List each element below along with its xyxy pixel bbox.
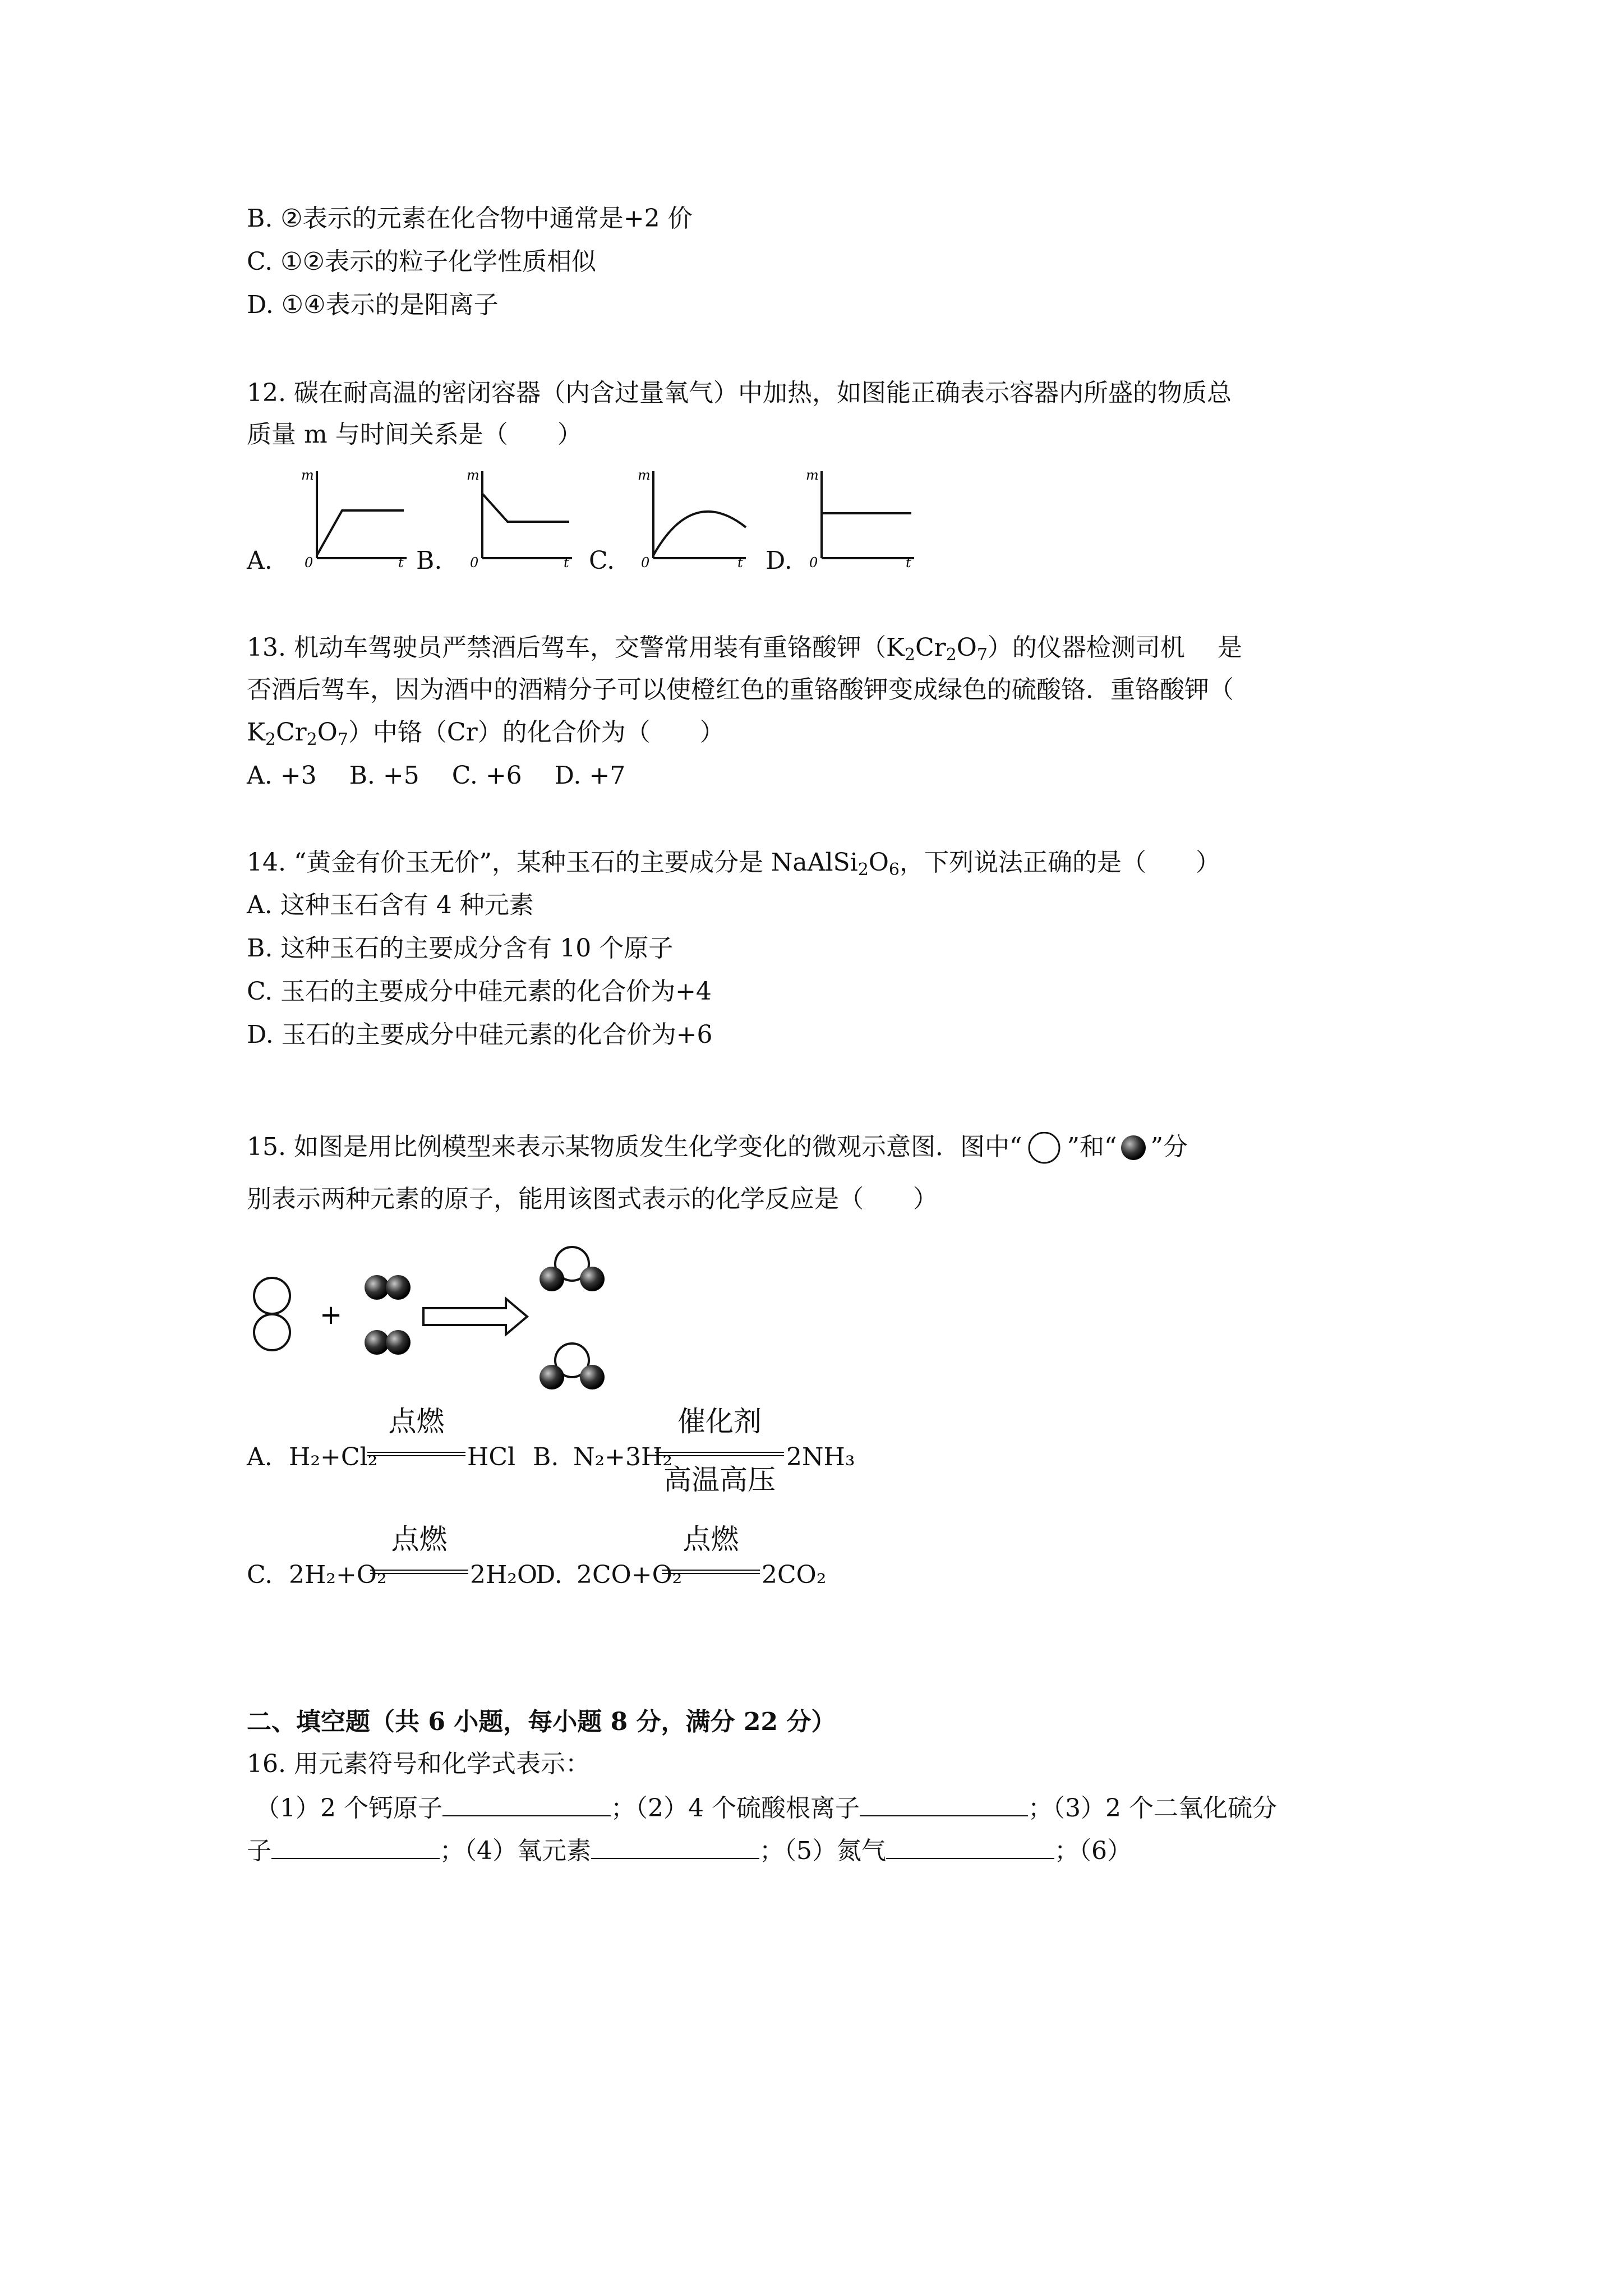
q16-stem: 16. 用元素符号和化学式表示：: [247, 1750, 590, 1778]
q12-graph-d-ylabel: m: [806, 467, 819, 483]
q12-option-c-label: C.: [589, 546, 615, 575]
q12-graph-b-origin: 0: [470, 555, 479, 569]
q15-option-c-equals: [370, 1570, 468, 1574]
q15-option-d-lhs: 2CO+O₂: [577, 1561, 683, 1589]
q15-option-b-condition-top: 催化剂: [677, 1405, 762, 1438]
section-heading: 二、填空题（共 6 小题，每小题 8 分，满分 22 分）: [247, 1708, 836, 1736]
q15-reaction-diagram: [247, 1243, 628, 1411]
q11-option-c: C. ①②表示的粒子化学性质相似: [247, 247, 596, 276]
q15-option-b-equals: [655, 1452, 784, 1456]
q11-option-d: D. ①④表示的是阳离子: [247, 291, 499, 319]
q15-option-b-rhs: 2NH₃: [786, 1443, 855, 1471]
q16-line2: 子 ；（4）氧元素 ；（5）氮气 ；（6）: [247, 1833, 1132, 1868]
q12-graph-c: [631, 463, 751, 569]
black-atom-icon: [1117, 1132, 1150, 1166]
q14-option-b: B. 这种玉石的主要成分含有 10 个原子: [247, 934, 674, 963]
q15-option-d-label: D.: [536, 1561, 562, 1589]
q12-graph-b-xlabel: t: [564, 555, 569, 569]
q15-option-a-condition: 点燃: [388, 1405, 445, 1438]
q15-option-a-label: A.: [247, 1443, 273, 1471]
q12-stem-line1: 12. 碳在耐高温的密闭容器（内含过量氧气）中加热，如图能正确表示容器内所盛的物质总: [247, 379, 1232, 407]
q15-option-d-rhs: 2CO₂: [762, 1561, 827, 1589]
black-molecule-1: [365, 1275, 411, 1300]
q15-option-d-equals: [662, 1570, 760, 1574]
q12-graph-d-origin: 0: [809, 555, 818, 569]
q12-graph-d-xlabel: t: [906, 555, 911, 569]
q16-answer-blank-2[interactable]: [860, 1791, 1028, 1816]
q11-option-b: B. ②表示的元素在化合物中通常是+2 价: [247, 204, 693, 233]
q12-option-b-label: B.: [416, 546, 442, 575]
q16-answer-blank-1[interactable]: [442, 1791, 611, 1816]
q14-option-c: C. 玉石的主要成分中硅元素的化合价为+4: [247, 977, 712, 1006]
product-molecule-2: [540, 1343, 605, 1389]
q12-graph-c-ylabel: m: [638, 467, 651, 483]
q12-graph-a-xlabel: t: [398, 555, 404, 569]
product-molecule-1: [540, 1247, 605, 1291]
q15-stem-line1: 15. 如图是用比例模型来表示某物质发生化学变化的微观示意图．图中“ ”和“ ”分: [247, 1130, 1188, 1166]
q16-line1: （1）2 个钙原子 ；（2）4 个硫酸根离子 ；（3）2 个二氧化硫分: [255, 1791, 1277, 1825]
q13-stem-line2: 否酒后驾车，因为酒中的酒精分子可以使橙红色的重铬酸钾变成绿色的硫酸铬．重铬酸钾（: [247, 675, 1234, 704]
q15-option-d-condition: 点燃: [683, 1523, 739, 1556]
q13-options: A. +3 B. +5 C. +6 D. +7: [247, 761, 626, 790]
q12-graph-a-ylabel: m: [301, 467, 314, 483]
q12-graph-c-xlabel: t: [737, 555, 743, 569]
q15-option-b-condition-bottom: 高温高压: [663, 1464, 776, 1496]
q15-option-a-equals: [367, 1452, 465, 1456]
q13-stem-line1: 13. 机动车驾驶员严禁酒后驾车，交警常用装有重铬酸钾$(K_2Cr_2O_7)$的仪器检测司机 是: [247, 633, 1242, 665]
q13-stem-line3: $K_2Cr_2O_7$）中铬（Cr）的化合价为（ ）: [247, 718, 725, 749]
white-atom-icon: [1022, 1132, 1067, 1166]
q14-option-a: A. 这种玉石含有 4 种元素: [247, 891, 534, 919]
q12-graph-a-origin: 0: [305, 555, 313, 569]
q15-option-b-label: B.: [533, 1443, 559, 1471]
q15-stem-line2: 别表示两种元素的原子，能用该图式表示的化学反应是（ ）: [247, 1185, 938, 1213]
q12-option-d-label: D.: [766, 546, 792, 575]
q15-option-c-rhs: 2H₂O: [470, 1561, 538, 1589]
reaction-arrow-icon: [423, 1299, 527, 1335]
q15-option-a-rhs: HCl: [467, 1443, 516, 1471]
q12-graph-d: [799, 463, 920, 569]
plus-sign: +: [320, 1299, 343, 1331]
q16-answer-blank-5[interactable]: [886, 1833, 1054, 1859]
q12-graph-a: [294, 463, 412, 569]
q12-graph-b-ylabel: m: [467, 467, 479, 483]
q14-stem: 14. “黄金有价玉无价”，某种玉石的主要成分是 $NaAlSi_2O_6$，下列说法正确的是（ ）: [247, 848, 1220, 880]
q15-option-c-condition: 点燃: [391, 1523, 448, 1556]
q15-option-b-lhs: N₂+3H₂: [573, 1443, 673, 1471]
q16-answer-blank-4[interactable]: [591, 1833, 759, 1859]
q15-option-c-lhs: 2H₂+O₂: [289, 1561, 387, 1589]
q12-graph-c-origin: 0: [641, 555, 650, 569]
q12-graph-b: [460, 463, 578, 569]
q12-option-a-label: A.: [247, 546, 273, 575]
q15-option-a-lhs: H₂+Cl₂: [289, 1443, 378, 1471]
q14-option-d: D. 玉石的主要成分中硅元素的化合价为+6: [247, 1020, 713, 1049]
q12-stem-line2: 质量 m 与时间关系是（ ）: [247, 420, 582, 449]
q15-option-c-label: C.: [247, 1561, 273, 1589]
white-molecule: [254, 1278, 290, 1350]
black-molecule-2: [365, 1330, 411, 1355]
q16-answer-blank-3[interactable]: [271, 1833, 440, 1859]
